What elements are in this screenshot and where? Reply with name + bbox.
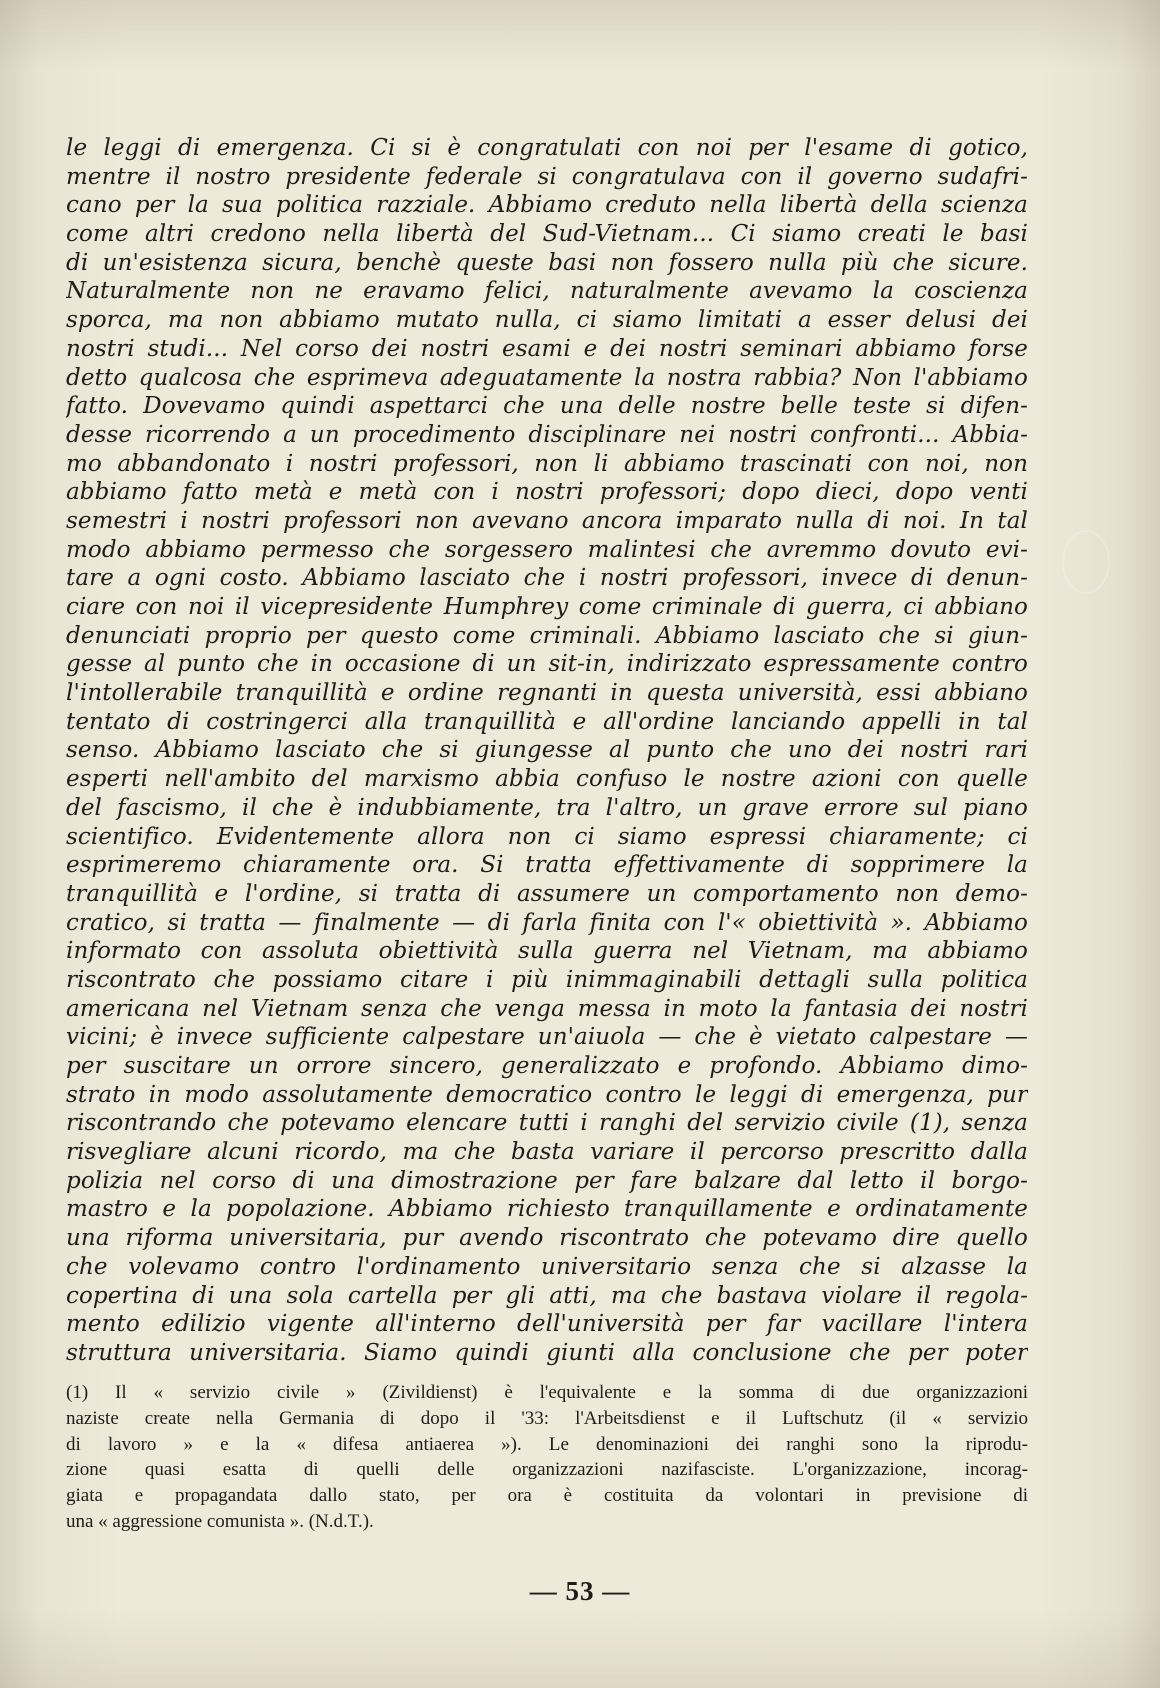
body-line: struttura universitaria. Siamo quindi giunti alla conclusione che per poter [66,1339,1028,1366]
body-line: detto qualcosa che esprimeva adeguatamente la nostra rabbia? Non l'abbiamo [66,364,1028,391]
body-line: nostri studi... Nel corso dei nostri esami e dei nostri seminari abbiamo forse [66,335,1028,362]
footnote-line: una « aggressione comunista ». (N.d.T.). [66,1510,374,1532]
body-line: gesse al punto che in occasione di un sit-in, indirizzato espressamente contro [66,651,1028,678]
body-line: cano per la sua politica razziale. Abbiamo creduto nella libertà della scienza [66,192,1028,219]
body-line: Naturalmente non ne eravamo felici, naturalmente avevamo la coscienza [66,278,1028,305]
footnote-line: naziste create nella Germania di dopo il '33: l'Arbeitsdienst e il Luftschutz (il « servizio [66,1407,1028,1429]
body-line: mento edilizio vigente all'interno dell'università per far vacillare l'intera [66,1311,1028,1338]
footnote-line: giata e propagandata dallo stato, per ora è costituita da volontari in previsione di [66,1485,1028,1507]
body-line: tare a ogni costo. Abbiamo lasciato che i nostri professori, invece di denun- [66,565,1028,592]
body-line: le leggi di emergenza. Ci si è congratulati con noi per l'esame di gotico, [66,135,1028,161]
body-line: fatto. Dovevamo quindi aspettarci che una delle nostre belle teste si difen- [66,393,1028,420]
body-line: tranquillità e l'ordine, si tratta di assumere un comportamento non demo- [66,880,1028,907]
main-text-block [66,134,1028,1368]
body-line: semestri i nostri professori non avevano ancora imparato nulla di noi. In tal [66,507,1028,534]
body-line: strato in modo assolutamente democratico contro le leggi di emergenza, pur [66,1081,1028,1108]
footnote-line: (1) Il « servizio civile » (Zivildienst) è l'equivalente e la somma di due organizzazioni [66,1382,1028,1403]
body-line: mentre il nostro presidente federale si congratulava con il governo sudafri- [66,163,1028,190]
body-line: risvegliare alcuni ricordo, ma che basta variare il percorso prescritto dalla [66,1139,1028,1166]
body-line: del fascismo, il che è indubbiamente, tra l'altro, un grave errore sul piano [66,794,1028,821]
body-line: esprimeremo chiaramente ora. Si tratta effettivamente di sopprimere la [66,852,1028,879]
body-line: desse ricorrendo a un procedimento disciplinare nei nostri confronti... Abbia- [66,421,1028,448]
body-line: riscontrando che potevamo elencare tutti i ranghi del servizio civile (1), senza [66,1110,1028,1137]
footnote-block [66,1380,1028,1535]
footnote-line: zione quasi esatta di quelli delle organizzazioni nazifasciste. L'organizzazione, incorag- [66,1459,1028,1481]
body-line: esperti nell'ambito del marxismo abbia confuso le nostre azioni con quelle [66,766,1028,793]
body-line: mastro e la popolazione. Abbiamo richiesto tranquillamente e ordinatamente [66,1196,1028,1223]
body-line: modo abbiamo permesso che sorgessero malintesi che avremmo dovuto evi- [66,536,1028,563]
body-line: mo abbandonato i nostri professori, non li abbiamo trascinati con noi, non [66,450,1028,477]
page-number: — 53 — [529,1576,631,1606]
body-line: americana nel Vietnam senza che venga messa in moto la fantasia dei nostri [66,995,1028,1022]
body-line: cratico, si tratta — finalmente — di farla finita con l'« obiettività ». Abbiamo [66,909,1028,936]
body-line: scientifico. Evidentemente allora non ci siamo espressi chiaramente; ci [66,823,1028,850]
body-line: senso. Abbiamo lasciato che si giungesse al punto che uno dei nostri rari [66,737,1028,764]
body-line: per suscitare un orrore sincero, generalizzato e profondo. Abbiamo dimo- [66,1053,1028,1079]
body-line: denunciati proprio per questo come criminali. Abbiamo lasciato che si giun- [66,622,1028,649]
body-line: riscontrato che possiamo citare i più inimmaginabili dettagli sulla politica [66,966,1028,993]
body-line: di un'esistenza sicura, benchè queste basi non fossero nulla più che sicure. [66,249,1028,276]
body-line: come altri credono nella libertà del Sud-Vietnam... Ci siamo creati le basi [66,221,1028,248]
body-line: una riforma universitaria, pur avendo riscontrato che potevamo dire quello [66,1225,1028,1252]
footnote-line: di lavoro » e la « difesa antiaerea »). Le denominazioni dei ranghi sono la riprodu- [66,1433,1028,1455]
paper-stain [1062,530,1110,594]
body-line: polizia nel corso di una dimostrazione per fare balzare dal letto il borgo- [66,1167,1028,1194]
body-line: sporca, ma non abbiamo mutato nulla, ci siamo limitati a esser delusi dei [66,307,1028,334]
body-line: abbiamo fatto metà e metà con i nostri professori; dopo dieci, dopo venti [66,479,1028,506]
body-line: che volevamo contro l'ordinamento universitario senza che si alzasse la [66,1253,1028,1280]
body-line: l'intollerabile tranquillità e ordine regnanti in questa università, essi abbiano [66,680,1028,707]
body-line: vicini; è invece sufficiente calpestare un'aiuola — che è vietato calpestare — [66,1024,1028,1051]
body-line: tentato di costringerci alla tranquillità e all'ordine lanciando appelli in tal [66,708,1028,735]
body-line: ciare con noi il vicepresidente Humphrey come criminale di guerra, ci abbiano [66,594,1028,620]
body-line: informato con assoluta obiettività sulla guerra nel Vietnam, ma abbiamo [66,938,1028,965]
body-line: copertina di una sola cartella per gli atti, ma che bastava violare il regola- [66,1282,1028,1309]
